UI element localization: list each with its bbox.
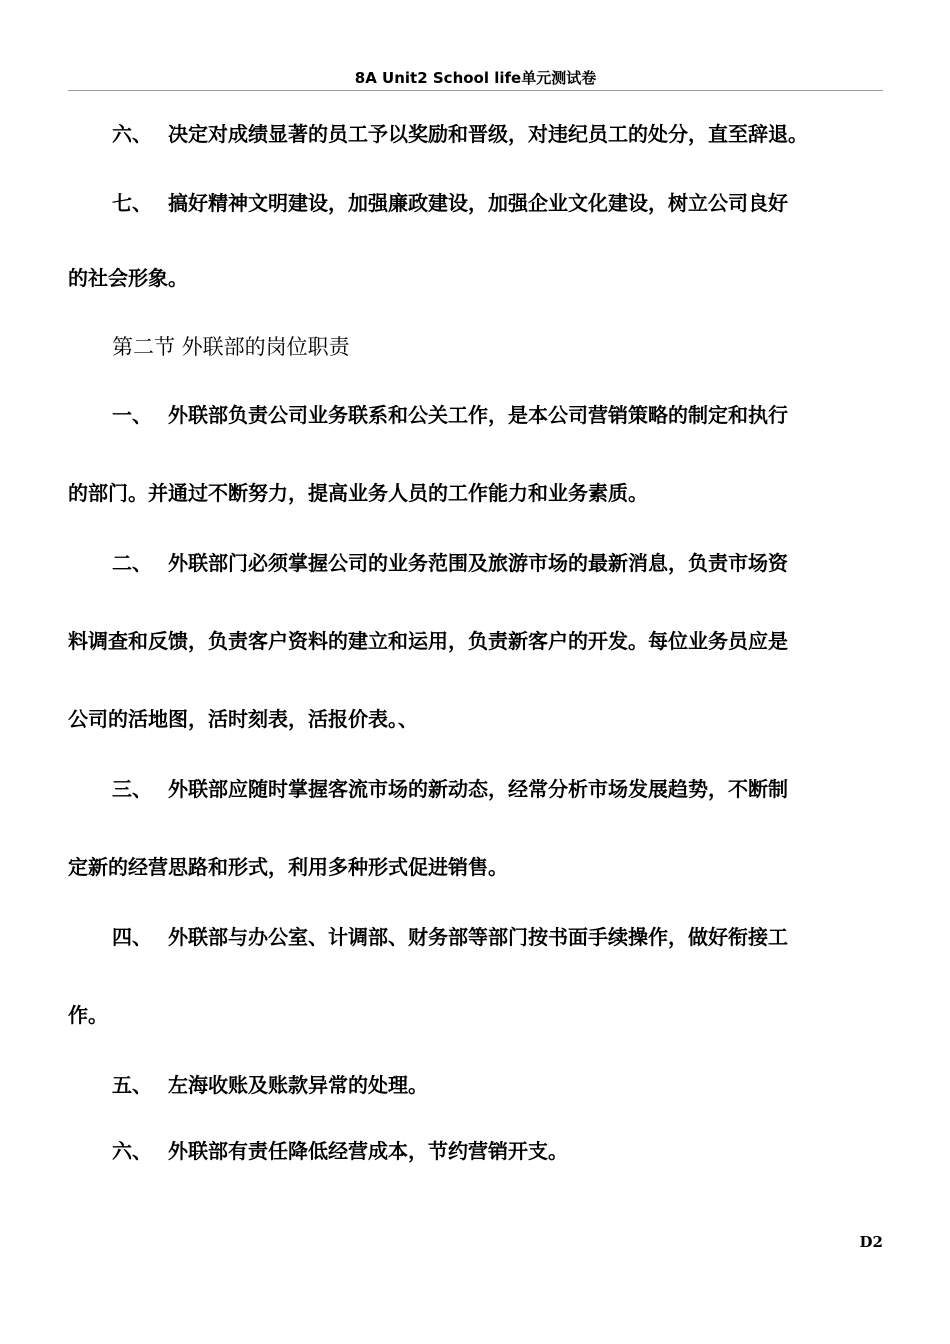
paragraph-7	[68, 170, 883, 248]
item-number: 六、	[112, 122, 152, 146]
paragraph-text-line: 搞好精神文明建设，加强廉政建设，加强企业文化建设，树立公司良好	[168, 191, 788, 215]
item-number: 四、	[112, 925, 152, 949]
paragraph-s2-4	[68, 904, 883, 982]
page-header: 8A Unit2 School life单元测试卷	[68, 66, 883, 91]
paragraph-text-line: 外联部与办公室、计调部、财务部等部门按书面手续操作，做好衔接工	[168, 925, 788, 949]
paragraph-s2-5	[68, 1052, 883, 1118]
paragraph-s2-6	[68, 1118, 883, 1184]
paragraph-text-line: 作。	[68, 1003, 108, 1027]
paragraph-text: 左海收账及账款异常的处理。	[168, 1073, 428, 1097]
item-number: 七、	[112, 191, 152, 215]
paragraph-s2-2	[68, 530, 883, 608]
paragraph-s2-4-continued	[68, 982, 883, 1052]
paragraph-text-line: 外联部应随时掌握客流市场的新动态，经常分析市场发展趋势，不断制	[168, 777, 788, 801]
paragraph-text-line: 公司的活地图，活时刻表，活报价表。、	[68, 707, 418, 731]
paragraph-text: 决定对成绩显著的员工予以奖励和晋级，对违纪员工的处分，直至辞退。	[168, 122, 808, 146]
section-title: 第二节 外联部的岗位职责	[112, 335, 350, 359]
paragraph-s2-3	[68, 756, 883, 834]
paragraph-s2-1-continued	[68, 460, 883, 530]
paragraph-s2-2-continued	[68, 608, 883, 686]
paragraph-text: 外联部有责任降低经营成本，节约营销开支。	[168, 1139, 568, 1163]
paragraph-text-line: 定新的经营思路和形式，利用多种形式促进销售。	[68, 855, 508, 879]
item-number: 六、	[112, 1139, 152, 1163]
paragraph-text-line: 的部门。并通过不断努力，提高业务人员的工作能力和业务素质。	[68, 481, 648, 505]
paragraph-text-line: 外联部负责公司业务联系和公关工作，是本公司营销策略的制定和执行	[168, 403, 788, 427]
paragraph-text-line: 外联部门必须掌握公司的业务范围及旅游市场的最新消息，负责市场资	[168, 551, 788, 575]
paragraph-text-line: 料调查和反馈，负责客户资料的建立和运用，负责新客户的开发。每位业务员应是	[68, 629, 788, 653]
item-number: 五、	[112, 1073, 152, 1097]
document-body	[68, 104, 883, 1184]
item-number: 三、	[112, 777, 152, 801]
paragraph-text-line: 的社会形象。	[68, 266, 188, 290]
item-number: 二、	[112, 551, 152, 575]
paragraph-s2-1	[68, 382, 883, 460]
paragraph-6	[68, 104, 883, 170]
paragraph-s2-2-continued	[68, 686, 883, 756]
paragraph-7-continued	[68, 248, 883, 312]
paragraph-s2-3-continued	[68, 834, 883, 904]
page-number: D2	[859, 1233, 883, 1251]
item-number: 一、	[112, 403, 152, 427]
